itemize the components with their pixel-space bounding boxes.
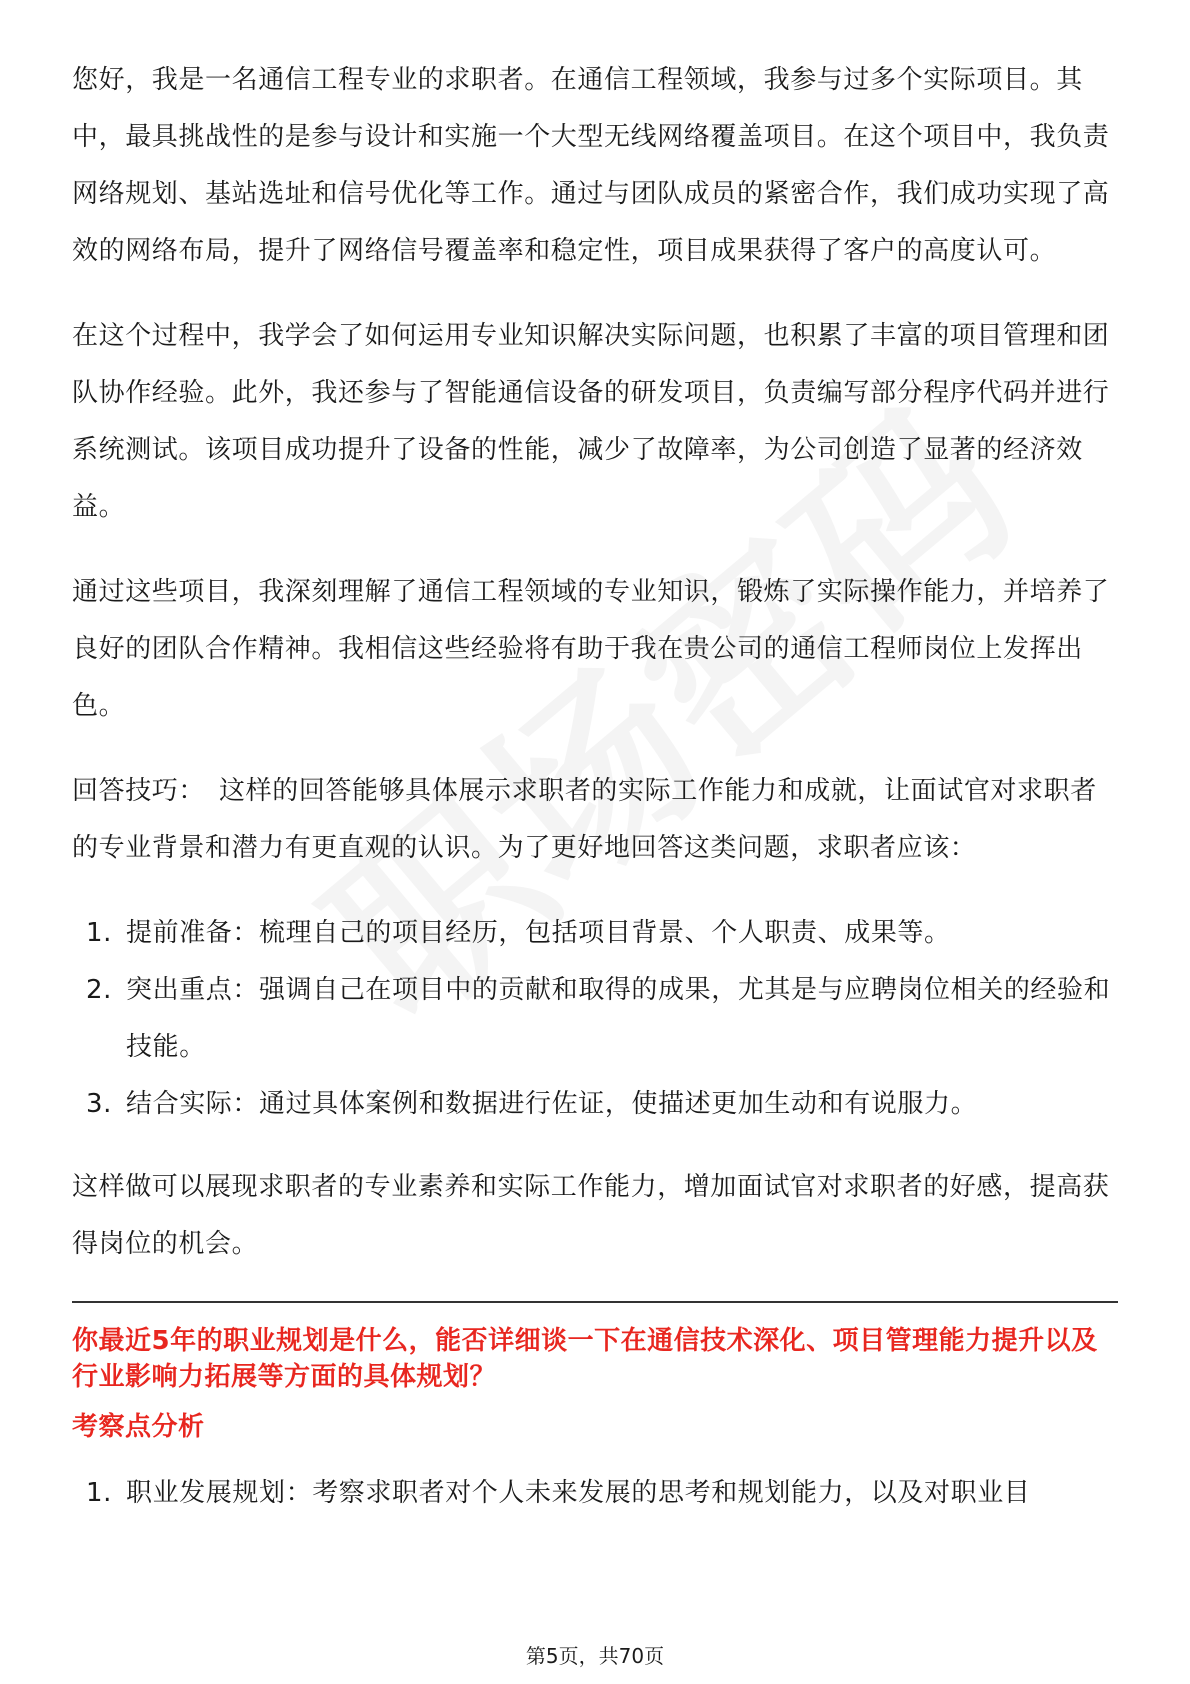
list-item-title: 提前准备： bbox=[126, 918, 260, 948]
list-item-number: 2. bbox=[86, 975, 113, 1005]
list-item-title: 结合实际： bbox=[126, 1089, 260, 1119]
answer-paragraph-1: 您好，我是一名通信工程专业的求职者。在通信工程领域，我参与过多个实际项目。其中，最具挑战性的是参与设计和实施一个大型无线网络覆盖项目。在这个项目中，我负责网络规划、基站选址和信号优化等工作。通过与团队成员的紧密合作，我们成功实现了高效的网络布局，提升了网络信号覆盖率和稳定性，项目成果获得了客户的高度认可。 bbox=[72, 65, 1110, 266]
page-footer: 第5页，共70页 bbox=[525, 1644, 665, 1668]
list-item-text: 考察求职者对个人未来发展的思考和规划能力，以及对职业目 bbox=[312, 1478, 1031, 1508]
analysis-title: 考察点分析 bbox=[72, 1412, 205, 1442]
list-item bbox=[72, 1076, 1118, 1133]
list-item-title: 突出重点： bbox=[126, 975, 260, 1005]
section-divider bbox=[72, 1301, 1118, 1303]
closing-paragraph: 这样做可以展现求职者的专业素养和实际工作能力，增加面试官对求职者的好感，提高获得岗位的机会。 bbox=[72, 1172, 1110, 1259]
list-item bbox=[72, 905, 1118, 962]
list-item bbox=[72, 1465, 1118, 1522]
tips-list bbox=[72, 905, 1118, 1133]
list-item-number: 1. bbox=[86, 918, 113, 948]
analysis-list bbox=[72, 1465, 1118, 1522]
list-item-title: 职业发展规划： bbox=[126, 1478, 313, 1508]
answer-paragraph-2: 在这个过程中，我学会了如何运用专业知识解决实际问题，也积累了丰富的项目管理和团队协作经验。此外，我还参与了智能通信设备的研发项目，负责编写部分程序代码并进行系统测试。该项目成功提升了设备的性能，减少了故障率，为公司创造了显著的经济效益。 bbox=[72, 321, 1110, 522]
tips-label: 回答技巧： bbox=[72, 776, 206, 806]
list-item-number: 3. bbox=[86, 1089, 113, 1119]
document-page bbox=[72, 52, 1118, 1548]
question-heading: 你最近5年的职业规划是什么，能否详细谈一下在通信技术深化、项目管理能力提升以及行业影响力拓展等方面的具体规划？ bbox=[72, 1326, 1098, 1392]
tips-paragraph bbox=[72, 763, 1118, 877]
list-item-number: 1. bbox=[86, 1478, 113, 1508]
tips-text: 这样的回答能够具体展示求职者的实际工作能力和成就，让面试官对求职者的专业背景和潜力有更直观的认识。为了更好地回答这类问题，求职者应该： bbox=[72, 776, 1097, 863]
list-item-text: 梳理自己的项目经历，包括项目背景、个人职责、成果等。 bbox=[259, 918, 951, 948]
list-item-text: 强调自己在项目中的贡献和取得的成果，尤其是与应聘岗位相关的经验和技能。 bbox=[126, 975, 1111, 1062]
list-item bbox=[72, 962, 1118, 1076]
answer-paragraph-3: 通过这些项目，我深刻理解了通信工程领域的专业知识，锻炼了实际操作能力，并培养了良好的团队合作精神。我相信这些经验将有助于我在贵公司的通信工程师岗位上发挥出色。 bbox=[72, 577, 1110, 721]
list-item-text: 通过具体案例和数据进行佐证，使描述更加生动和有说服力。 bbox=[259, 1089, 978, 1119]
